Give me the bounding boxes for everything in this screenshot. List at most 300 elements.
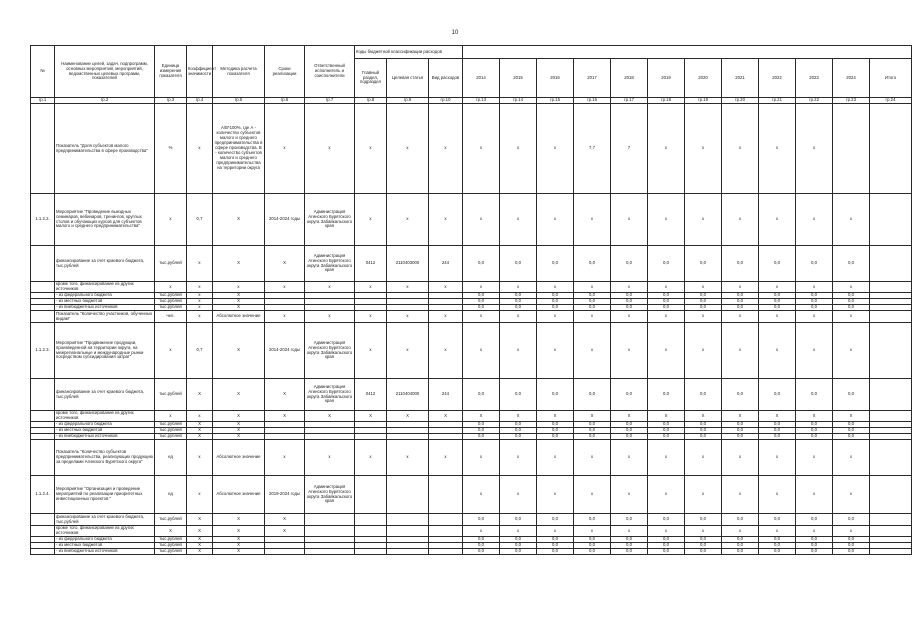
table-cell: Х bbox=[187, 526, 213, 537]
table-cell: х bbox=[833, 323, 870, 379]
table-cell: 0,0 bbox=[463, 428, 500, 434]
table-cell: 0,0 bbox=[759, 537, 796, 543]
table-cell: х bbox=[500, 476, 537, 514]
table-cell: х bbox=[355, 311, 387, 323]
table-cell-total bbox=[870, 411, 912, 422]
table-cell: 0,0 bbox=[833, 246, 870, 282]
table-cell: х bbox=[463, 440, 500, 476]
table-cell: 0,0 bbox=[463, 549, 500, 555]
table-cell: х bbox=[759, 282, 796, 293]
table-cell: х bbox=[611, 323, 648, 379]
table-cell: 0,0 bbox=[463, 305, 500, 311]
table-cell: кроме того, финансирование из других источников bbox=[55, 411, 155, 422]
column-number: гр.13 bbox=[463, 98, 500, 104]
table-cell: Х bbox=[213, 537, 265, 543]
table-cell: х bbox=[796, 104, 833, 194]
table-cell: тыс.рублей bbox=[155, 428, 187, 434]
table-cell-total bbox=[870, 246, 912, 282]
table-row bbox=[31, 476, 912, 514]
table-cell: 0,0 bbox=[722, 422, 759, 428]
table-cell: Х bbox=[187, 537, 213, 543]
table-cell bbox=[305, 549, 355, 555]
table-cell: 0,0 bbox=[796, 293, 833, 299]
table-cell: Абсолютное значение bbox=[213, 311, 265, 323]
table-cell: 0,0 bbox=[796, 246, 833, 282]
table-cell bbox=[31, 411, 55, 422]
table-cell: х bbox=[387, 323, 429, 379]
table-cell: 0,0 bbox=[759, 422, 796, 428]
table-cell: 0,0 bbox=[648, 379, 685, 411]
table-cell: 2014-2024 годы bbox=[265, 323, 305, 379]
table-cell: х bbox=[387, 282, 429, 293]
table-cell: х bbox=[537, 526, 574, 537]
table-cell: х bbox=[574, 323, 611, 379]
table-cell: х bbox=[463, 526, 500, 537]
table-cell: х bbox=[387, 440, 429, 476]
table-cell: 0,0 bbox=[759, 543, 796, 549]
table-cell: 0,0 bbox=[574, 549, 611, 555]
table-cell: 1.1.2.3. bbox=[31, 323, 55, 379]
table-cell: х bbox=[833, 476, 870, 514]
table-cell: 0,0 bbox=[685, 305, 722, 311]
table-cell: х bbox=[685, 526, 722, 537]
table-cell: х bbox=[685, 104, 722, 194]
table-cell: Х bbox=[265, 379, 305, 411]
table-cell: 0,0 bbox=[833, 537, 870, 543]
table-cell: 0,0 bbox=[537, 434, 574, 440]
table-cell: х bbox=[429, 194, 463, 246]
table-cell: 0,0 bbox=[796, 299, 833, 305]
table-cell: 0,0 bbox=[833, 305, 870, 311]
table-cell: х bbox=[213, 282, 265, 293]
table-cell: х bbox=[187, 305, 213, 311]
table-cell: Х bbox=[265, 246, 305, 282]
table-row bbox=[31, 514, 912, 526]
table-cell: 0,0 bbox=[685, 293, 722, 299]
table-cell: 0,0 bbox=[611, 246, 648, 282]
header-year: 2021 bbox=[722, 59, 759, 98]
table-cell: Х bbox=[187, 549, 213, 555]
table-cell: 0,0 bbox=[759, 549, 796, 555]
table-cell: Х bbox=[187, 422, 213, 428]
table-cell: 0,0 bbox=[537, 514, 574, 526]
table-cell: Х bbox=[648, 411, 685, 422]
table-cell: ед bbox=[155, 440, 187, 476]
column-number: гр.20 bbox=[722, 98, 759, 104]
table-cell: тыс.рублей bbox=[155, 305, 187, 311]
table-cell bbox=[355, 526, 387, 537]
header-no: № bbox=[31, 46, 55, 98]
table-cell: 0,0 bbox=[833, 434, 870, 440]
table-cell bbox=[429, 514, 463, 526]
table-cell: кроме того, финансирование из других источников bbox=[55, 282, 155, 293]
table-cell: 0,0 bbox=[759, 428, 796, 434]
table-cell: х bbox=[463, 311, 500, 323]
table-cell: х bbox=[574, 282, 611, 293]
table-cell bbox=[429, 526, 463, 537]
table-cell: 0,7 bbox=[187, 194, 213, 246]
table-cell: х bbox=[648, 311, 685, 323]
table-cell: х bbox=[759, 104, 796, 194]
table-cell: х bbox=[500, 104, 537, 194]
table-cell: А/В*100%, где А - количество субъектов малого и среднего предпринимательства в сфере производства, В - количество субъектов малого и среднего предпринимательства на территории округа bbox=[213, 104, 265, 194]
table-cell: х bbox=[611, 526, 648, 537]
table-cell: Администрация Агинского Бурятского округа Забайкальского края bbox=[305, 476, 355, 514]
table-cell: 0,0 bbox=[796, 549, 833, 555]
header-method: Методика расчета показателя bbox=[213, 46, 265, 98]
table-cell: 0,0 bbox=[722, 537, 759, 543]
table-cell: 0,0 bbox=[648, 428, 685, 434]
table-cell: 0,0 bbox=[685, 537, 722, 543]
table-row bbox=[31, 411, 912, 422]
header-unit: Единица измерения показателя bbox=[155, 46, 187, 98]
table-cell-total bbox=[870, 379, 912, 411]
table-cell: 0,0 bbox=[722, 305, 759, 311]
table-cell: 0,0 bbox=[463, 543, 500, 549]
table-cell: х bbox=[155, 323, 187, 379]
header-expense-type: Вид расходов bbox=[429, 59, 463, 98]
table-cell: 0,0 bbox=[574, 422, 611, 428]
table-cell: х bbox=[611, 282, 648, 293]
table-cell: х bbox=[648, 526, 685, 537]
table-cell: 0,0 bbox=[685, 514, 722, 526]
table-cell: 0,0 bbox=[574, 305, 611, 311]
table-row bbox=[31, 104, 912, 194]
table-cell: тыс.рублей bbox=[155, 246, 187, 282]
table-cell: х bbox=[537, 440, 574, 476]
table-cell: 0,0 bbox=[574, 514, 611, 526]
table-cell: х bbox=[833, 282, 870, 293]
table-cell: финансирование за счет краевого бюджета, тыс.рублей bbox=[55, 246, 155, 282]
table-cell: х bbox=[463, 323, 500, 379]
table-cell: х bbox=[355, 282, 387, 293]
table-cell: Х bbox=[537, 411, 574, 422]
header-target-item: Целевая статья bbox=[387, 59, 429, 98]
table-cell: х bbox=[387, 194, 429, 246]
table-cell: 0,0 bbox=[759, 514, 796, 526]
table-cell: 0,0 bbox=[796, 422, 833, 428]
table-cell: 0,0 bbox=[463, 434, 500, 440]
table-cell: Х bbox=[722, 411, 759, 422]
table-cell: х bbox=[187, 246, 213, 282]
column-number: гр.24 bbox=[870, 98, 912, 104]
table-cell: 0,0 bbox=[537, 293, 574, 299]
table-cell: х bbox=[611, 440, 648, 476]
table-cell: 0,0 bbox=[611, 422, 648, 428]
table-cell: Х bbox=[213, 434, 265, 440]
table-cell: 0,0 bbox=[759, 299, 796, 305]
table-cell: х bbox=[429, 440, 463, 476]
table-cell bbox=[31, 104, 55, 194]
table-cell: 0,0 bbox=[463, 293, 500, 299]
table-cell: 0,0 bbox=[833, 293, 870, 299]
table-cell: 0,0 bbox=[611, 428, 648, 434]
table-cell: 0,0 bbox=[500, 434, 537, 440]
table-cell-total bbox=[870, 323, 912, 379]
table-cell: 0,0 bbox=[685, 299, 722, 305]
table-cell: 0,0 bbox=[574, 293, 611, 299]
table-cell: 0,0 bbox=[759, 305, 796, 311]
table-cell: х bbox=[187, 104, 213, 194]
column-number: гр.19 bbox=[685, 98, 722, 104]
header-year: 2022 bbox=[759, 59, 796, 98]
header-total: Итого bbox=[870, 59, 912, 98]
table-cell: 0,0 bbox=[648, 246, 685, 282]
table-cell: 0,0 bbox=[685, 246, 722, 282]
header-year: 2019 bbox=[648, 59, 685, 98]
table-cell: Х bbox=[611, 411, 648, 422]
table-row bbox=[31, 440, 912, 476]
table-cell: Администрация Агинского Бурятского округа Забайкальского края bbox=[305, 194, 355, 246]
table-cell: х bbox=[574, 526, 611, 537]
column-number: гр.9 bbox=[387, 98, 429, 104]
table-cell: х bbox=[429, 282, 463, 293]
table-cell: 0,0 bbox=[833, 299, 870, 305]
column-number: гр.14 bbox=[500, 98, 537, 104]
table-cell: х bbox=[685, 440, 722, 476]
table-cell: х bbox=[796, 323, 833, 379]
table-cell bbox=[305, 526, 355, 537]
table-cell: х bbox=[759, 194, 796, 246]
table-cell: х bbox=[685, 194, 722, 246]
table-cell: Показатель "Количество участников, обученных видам" bbox=[55, 311, 155, 323]
table-cell: х bbox=[574, 440, 611, 476]
column-number: гр.1 bbox=[31, 98, 55, 104]
table-cell-total bbox=[870, 476, 912, 514]
table-cell: финансирование за счет краевого бюджета, тыс.рублей bbox=[55, 514, 155, 526]
table-cell: Х bbox=[187, 543, 213, 549]
table-cell: 0,0 bbox=[722, 246, 759, 282]
table-cell: Х bbox=[685, 411, 722, 422]
column-number: гр.18 bbox=[648, 98, 685, 104]
table-cell bbox=[31, 549, 55, 555]
table-cell: Х bbox=[305, 411, 355, 422]
table-cell: 0,0 bbox=[759, 379, 796, 411]
table-cell: 0,0 bbox=[500, 246, 537, 282]
table-cell: 0,0 bbox=[796, 379, 833, 411]
header-year: 2020 bbox=[685, 59, 722, 98]
table-cell: тыс.рублей bbox=[155, 514, 187, 526]
table-cell: 0,0 bbox=[537, 305, 574, 311]
table-cell: х bbox=[429, 311, 463, 323]
table-cell-total bbox=[870, 514, 912, 526]
table-row bbox=[31, 526, 912, 537]
table-row bbox=[31, 379, 912, 411]
table-cell: 0,0 bbox=[463, 379, 500, 411]
table-cell: х bbox=[429, 323, 463, 379]
table-cell: х bbox=[833, 311, 870, 323]
table-cell: 0,0 bbox=[500, 543, 537, 549]
header-responsible: Ответственный исполнитель и соисполнители bbox=[305, 46, 355, 98]
table-cell: 244 bbox=[429, 379, 463, 411]
header-year: 2018 bbox=[611, 59, 648, 98]
table-cell: Х bbox=[213, 293, 265, 299]
table-cell: х bbox=[685, 311, 722, 323]
table-cell: 0,0 bbox=[574, 299, 611, 305]
page-number: 10 bbox=[451, 30, 459, 36]
table-cell-total bbox=[870, 440, 912, 476]
table-cell: 0,7 bbox=[187, 323, 213, 379]
column-number: гр.16 bbox=[574, 98, 611, 104]
table-cell: Х bbox=[187, 379, 213, 411]
table-cell: тыс.рублей bbox=[155, 543, 187, 549]
table-cell: х bbox=[722, 476, 759, 514]
table-cell: 0,0 bbox=[500, 537, 537, 543]
table-cell: 7 bbox=[611, 104, 648, 194]
table-cell: х bbox=[722, 282, 759, 293]
table-cell: х bbox=[187, 411, 213, 422]
table-cell: х bbox=[155, 194, 187, 246]
table-cell: х bbox=[500, 526, 537, 537]
table-cell: 0,0 bbox=[611, 305, 648, 311]
table-cell bbox=[355, 514, 387, 526]
table-cell: х bbox=[611, 311, 648, 323]
table-cell: х bbox=[648, 194, 685, 246]
table-cell: Х bbox=[213, 323, 265, 379]
header-year: 2024 bbox=[833, 59, 870, 98]
program-table bbox=[30, 45, 912, 555]
column-number: гр.23 bbox=[833, 98, 870, 104]
table-cell: х bbox=[796, 440, 833, 476]
table-cell: х bbox=[648, 440, 685, 476]
table-cell: 0,0 bbox=[463, 246, 500, 282]
table-cell: х bbox=[155, 411, 187, 422]
table-cell: Х bbox=[500, 411, 537, 422]
table-cell: 0,0 bbox=[796, 428, 833, 434]
table-cell: 0,0 bbox=[574, 537, 611, 543]
table-cell: 0,0 bbox=[463, 299, 500, 305]
table-cell: 0,0 bbox=[574, 434, 611, 440]
header-budget-codes: Коды бюджетной классификации расходов bbox=[355, 46, 463, 59]
table-cell bbox=[31, 440, 55, 476]
table-cell: 0,0 bbox=[574, 246, 611, 282]
table-cell: 244 bbox=[429, 246, 463, 282]
table-cell: х bbox=[463, 104, 500, 194]
table-cell: 0,0 bbox=[500, 549, 537, 555]
table-cell-total bbox=[870, 311, 912, 323]
table-cell: 1.1.2.4. bbox=[31, 476, 55, 514]
table-cell: 0,0 bbox=[648, 422, 685, 428]
table-cell: х bbox=[722, 526, 759, 537]
table-cell: х bbox=[355, 194, 387, 246]
table-cell: х bbox=[355, 440, 387, 476]
column-number: гр.22 bbox=[796, 98, 833, 104]
table-cell: х bbox=[722, 104, 759, 194]
table-cell: 0,0 bbox=[537, 537, 574, 543]
table-row bbox=[31, 311, 912, 323]
table-cell: 0,0 bbox=[500, 305, 537, 311]
table-cell: Х bbox=[213, 422, 265, 428]
table-cell: 0,0 bbox=[759, 293, 796, 299]
table-cell: х bbox=[187, 440, 213, 476]
table-cell: чел. bbox=[155, 311, 187, 323]
table-cell: - из внебюджетных источников bbox=[55, 549, 155, 555]
table-cell: Администрация Агинского Бурятского округа Забайкальского края bbox=[305, 323, 355, 379]
table-cell: 0412 bbox=[355, 246, 387, 282]
column-number: гр.8 bbox=[355, 98, 387, 104]
table-cell bbox=[387, 549, 429, 555]
table-cell: Х bbox=[833, 411, 870, 422]
column-number: гр.6 bbox=[265, 98, 305, 104]
table-cell: х bbox=[265, 282, 305, 293]
table-cell: х bbox=[500, 440, 537, 476]
table-cell: х bbox=[463, 476, 500, 514]
table-cell bbox=[31, 282, 55, 293]
table-cell: 0,0 bbox=[648, 305, 685, 311]
table-cell: 0,0 bbox=[500, 514, 537, 526]
table-cell bbox=[429, 549, 463, 555]
table-cell: 0,0 bbox=[648, 549, 685, 555]
table-cell: - из внебюджетных источников bbox=[55, 305, 155, 311]
header-year: 2016 bbox=[537, 59, 574, 98]
table-cell: - из местных бюджетов bbox=[55, 543, 155, 549]
table-cell: х bbox=[833, 194, 870, 246]
table-cell: х bbox=[611, 194, 648, 246]
table-cell: 0,0 bbox=[833, 379, 870, 411]
table-cell bbox=[265, 549, 305, 555]
table-cell: 0,0 bbox=[463, 422, 500, 428]
table-cell: 0,0 bbox=[500, 299, 537, 305]
table-cell: - из федерального бюджета bbox=[55, 422, 155, 428]
table-cell: 0,0 bbox=[500, 422, 537, 428]
table-cell: 0,0 bbox=[574, 543, 611, 549]
table-cell: 0,0 bbox=[611, 434, 648, 440]
table-cell: х bbox=[155, 282, 187, 293]
table-cell: 0,0 bbox=[759, 434, 796, 440]
table-cell-total bbox=[870, 194, 912, 246]
table-cell: 0,0 bbox=[796, 537, 833, 543]
table-cell: тыс.рублей bbox=[155, 293, 187, 299]
table-cell: х bbox=[796, 526, 833, 537]
table-row bbox=[31, 246, 912, 282]
table-cell: 0,0 bbox=[648, 537, 685, 543]
table-cell: Х bbox=[463, 411, 500, 422]
header-coefficient: Коэффициент значимости bbox=[187, 46, 213, 98]
table-cell: 0,0 bbox=[463, 514, 500, 526]
table-cell bbox=[31, 246, 55, 282]
table-cell: х bbox=[500, 323, 537, 379]
table-cell: Х bbox=[796, 411, 833, 422]
table-cell: 0,0 bbox=[611, 514, 648, 526]
table-cell bbox=[31, 526, 55, 537]
table-cell: Х bbox=[265, 514, 305, 526]
table-cell: х bbox=[722, 311, 759, 323]
table-cell: Х bbox=[213, 543, 265, 549]
table-cell: х bbox=[574, 194, 611, 246]
table-cell bbox=[387, 476, 429, 514]
table-cell: х bbox=[537, 282, 574, 293]
table-cell: Х bbox=[213, 305, 265, 311]
table-cell bbox=[355, 476, 387, 514]
table-cell: х bbox=[265, 440, 305, 476]
header-year: 2015 bbox=[500, 59, 537, 98]
table-cell: х bbox=[429, 104, 463, 194]
table-cell: Администрация Агинского Бурятского округа Забайкальского края bbox=[305, 246, 355, 282]
table-cell: кроме того, финансирование из других источников bbox=[55, 526, 155, 537]
table-cell: Х bbox=[759, 411, 796, 422]
table-cell: тыс.рублей bbox=[155, 549, 187, 555]
table-cell: х bbox=[574, 311, 611, 323]
table-cell: Х bbox=[213, 411, 265, 422]
table-cell: Х bbox=[429, 411, 463, 422]
table-cell: 0,0 bbox=[574, 428, 611, 434]
table-cell: 0,0 bbox=[722, 514, 759, 526]
column-number: гр.15 bbox=[537, 98, 574, 104]
table-cell: Абсолютное значение bbox=[213, 440, 265, 476]
table-cell bbox=[387, 514, 429, 526]
table-cell: х bbox=[187, 311, 213, 323]
table-cell: Показатель "Доля субъектов малого предпринимательства в сфере производства" bbox=[55, 104, 155, 194]
